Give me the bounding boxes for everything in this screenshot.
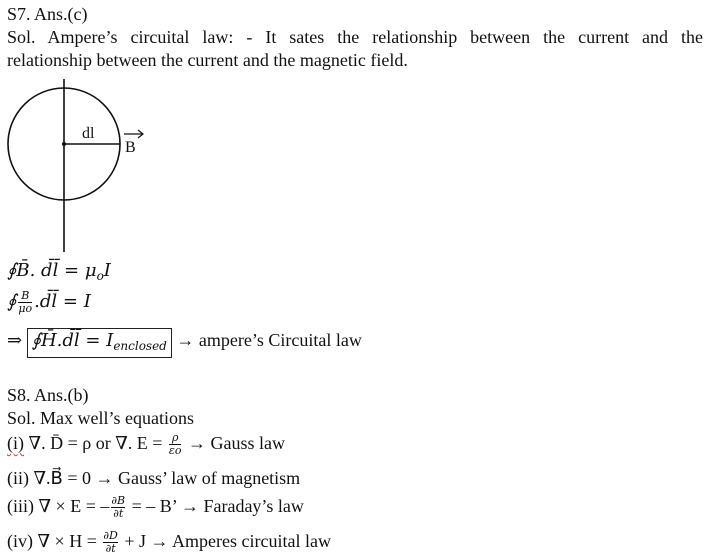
s7-equation-3: ⇒ ∮H̄.d̄l̄ = $I_{enclosed}$ → ampere’s Circuital law [7, 328, 362, 358]
s8-solution: Sol. Max well’s equations [7, 408, 194, 428]
boxed-ampere-equation: ∮H̄.d̄l̄ = $I_{enclosed}$ [27, 328, 172, 358]
dl-label: dl [82, 125, 95, 142]
s7-equation-2: ∮ $\frac{B}{\mu o}$ .d̄l̄ = I [7, 289, 91, 316]
s8-item-4: (iv) ∇ × H = $\frac{\partial D}{\partial t}$ + J → Amperes circuital law [7, 529, 331, 556]
s8-item-3: (iii) ∇ × E = – $\frac{\partial B}{\partial t}$ = – B’ → Faraday’s law [7, 494, 304, 521]
b-vector-label: B [125, 139, 136, 156]
s8-item-1: (i) ∇. D̄ = ρ or ∇. E = $\frac{\rho}{\varepsilon o}$ → Gauss law [7, 431, 285, 458]
s7-equation-1: ∮B̄. d̄l̄ = $\mu_oI$ [7, 260, 111, 283]
center-dot [62, 142, 66, 146]
s8-item-2: (ii) ∇.B⃗ = 0 → Gauss’ law of magnetism [7, 468, 301, 488]
s7-heading: S7. Ans.(c) [7, 4, 88, 24]
s7-solution-line-2: relationship between the current and the magnetic field. [7, 50, 408, 70]
s7-solution-line-1: Sol. Ampere’s circuital law: - It sates the relationship between the current and the [7, 27, 703, 47]
s8-heading: S8. Ans.(b) [7, 385, 89, 405]
